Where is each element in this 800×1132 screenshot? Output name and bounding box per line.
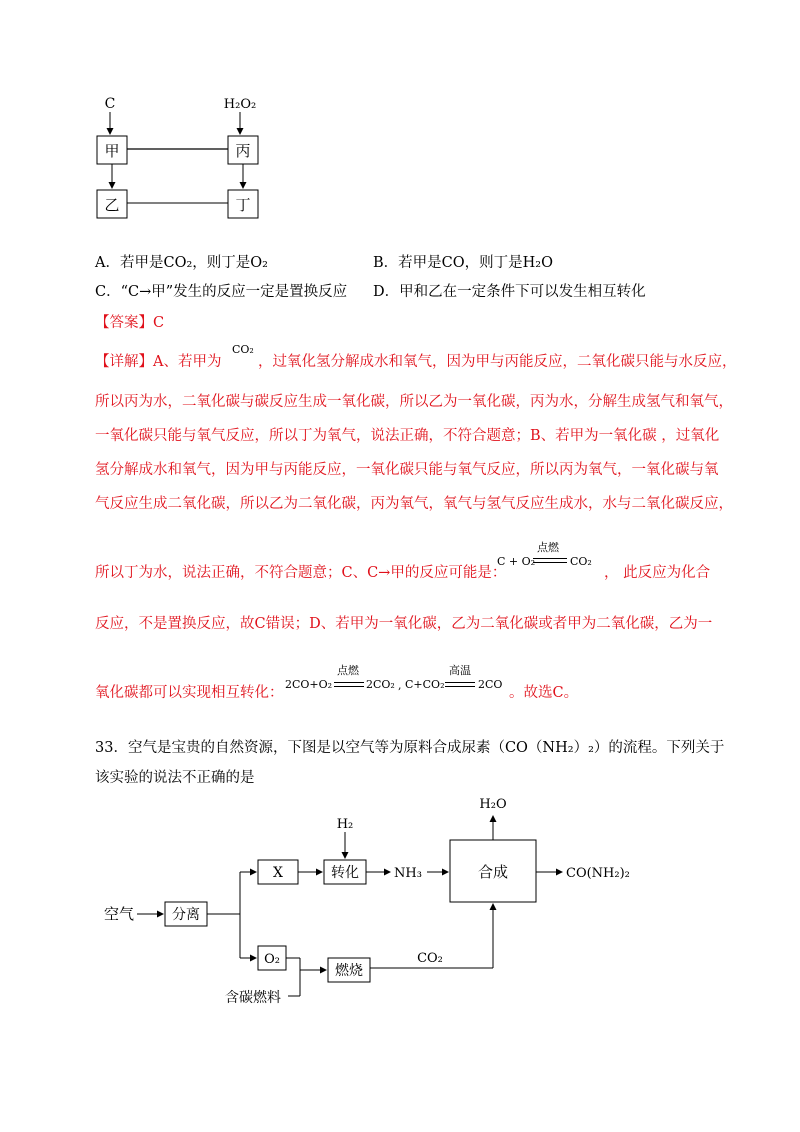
- detail-formula-co2: CO₂: [232, 343, 254, 356]
- detail-line-7: 反应，不是置换反应，故C错误；D、若甲为一氧化碳，乙为二氧化碳或者甲为二氧化碳，乙为一: [95, 616, 713, 632]
- answer: 【答案】C: [95, 315, 165, 331]
- svg-text:转化: 转化: [331, 865, 359, 881]
- detail-line-5: 气反应生成二氧化碳，所以乙为二氧化碳，丙为氧气，氧气与氢气反应生成水，水与二氧化碳反应，: [95, 496, 733, 512]
- svg-text:燃烧: 燃烧: [335, 963, 363, 979]
- eq3-left: C+CO₂: [405, 678, 445, 691]
- svg-text:丁: 丁: [235, 196, 251, 214]
- eq-separator: ,: [398, 679, 402, 692]
- eq2-condition: 点燃: [337, 664, 359, 677]
- eq2-right: 2CO₂: [366, 678, 395, 691]
- detail-line-6-prefix: 所以丁为水，说法正确，不符合题意；C、C→甲的反应可能是：: [95, 565, 507, 581]
- detail-line-6-suffix: ， 此反应为化合: [604, 565, 711, 581]
- detail-line-8-prefix: 氧化碳都可以实现相互转化：: [95, 685, 284, 701]
- detail-line-8-suffix: 。故选C。: [509, 685, 579, 701]
- detail-line-3: 一氧化碳只能与氧气反应，所以丁为氧气，说法正确，不符合题意；B、若甲为一氧化碳 ，过氧化: [95, 428, 720, 444]
- q33-line-2: 该实验的说法不正确的是: [95, 770, 255, 786]
- eq3-condition: 高温: [449, 664, 471, 677]
- q33-line-1: 33．空气是宝贵的自然资源，下图是以空气等为原料合成尿素（CO（NH₂）₂）的流程。下列关于: [95, 740, 725, 756]
- input-c: C: [104, 96, 116, 112]
- svg-text:甲: 甲: [104, 142, 120, 160]
- eq3-right: 2CO: [478, 678, 503, 691]
- label-air: 空气: [104, 905, 135, 923]
- urea-flow-diagram: [100, 790, 660, 1010]
- option-d: D．甲和乙在一定条件下可以发生相互转化: [373, 284, 646, 300]
- svg-text:O₂: O₂: [264, 952, 280, 967]
- detail-line-1-rest: ，过氧化氢分解成水和氧气，因为甲与丙能反应，二氧化碳只能与水反应，: [258, 354, 737, 370]
- label-fuel: 含碳燃料: [225, 990, 281, 1006]
- option-a: A．若甲是CO₂，则丁是O₂: [95, 255, 268, 271]
- option-b: B．若甲是CO，则丁是H₂O: [373, 255, 553, 271]
- detail-line-4: 氢分解成水和氧气，因为甲与丙能反应，一氧化碳只能与氧气反应，所以丙为氧气，一氧化碳与氧: [95, 462, 719, 478]
- eq1-equals: [533, 558, 567, 563]
- eq2-left: 2CO+O₂: [285, 678, 333, 691]
- svg-text:乙: 乙: [104, 196, 120, 214]
- svg-text:X: X: [273, 865, 283, 881]
- input-h2o2: H₂O₂: [223, 97, 257, 112]
- label-nh3: NH₃: [394, 866, 422, 881]
- svg-text:合成: 合成: [477, 863, 509, 881]
- label-co2: CO₂: [417, 951, 443, 966]
- eq2-equals: [334, 682, 364, 687]
- eq1-condition: 点燃: [537, 541, 559, 554]
- label-urea: CO(NH₂)₂: [566, 866, 630, 881]
- eq1-right: CO₂: [570, 555, 592, 568]
- reaction-diagram-1: [90, 90, 280, 240]
- eq3-equals: [445, 682, 475, 687]
- detail-line-2: 所以丙为水，二氧化碳与碳反应生成一氧化碳，所以乙为一氧化碳，丙为水，分解生成氢气和氧气，: [95, 394, 733, 410]
- eq1-left: C + O₂: [497, 555, 536, 568]
- label-h2: H₂: [336, 817, 354, 832]
- svg-text:丙: 丙: [235, 142, 251, 160]
- label-h2o: H₂O: [479, 797, 507, 812]
- option-c: C．“C→甲”发生的反应一定是置换反应: [95, 284, 348, 300]
- svg-text:分离: 分离: [172, 907, 200, 923]
- detail-line-1-prefix: 【详解】A、若甲为: [95, 354, 222, 370]
